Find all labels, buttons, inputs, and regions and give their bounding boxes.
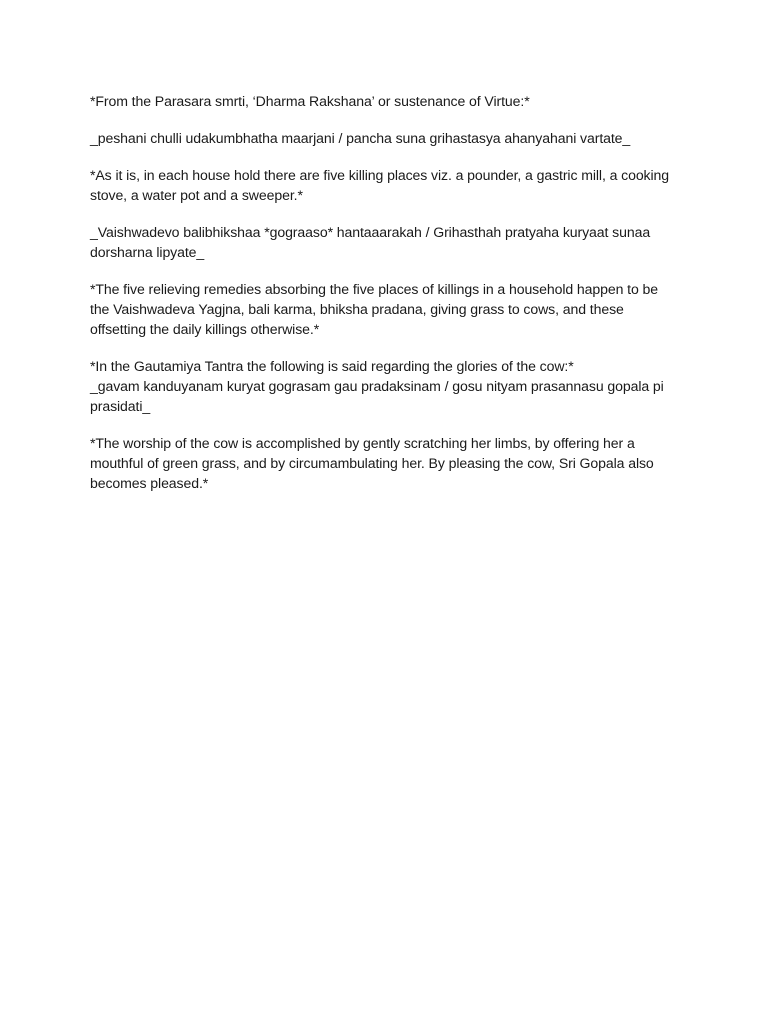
paragraph-cow-worship — [90, 433, 680, 493]
text-line: prasidati_ — [90, 398, 151, 414]
text-line: _Vaishwadevo balibhikshaa *gograaso* hantaaarakah / Grihasthah pratyaha kuryaat sunaa — [90, 224, 651, 240]
paragraph-sanskrit-verse-1 — [90, 128, 680, 148]
text-line: *As it is, in each house hold there are five killing places viz. a pounder, a gastric mill, a cooking — [90, 167, 670, 183]
text-line: becomes pleased.* — [90, 475, 209, 491]
paragraph-parasara-intro — [90, 91, 680, 111]
text-line: the Vaishwadeva Yagjna, bali karma, bhiksha pradana, giving grass to cows, and these — [90, 301, 624, 317]
text-line: *In the Gautamiya Tantra the following is said regarding the glories of the cow:* — [90, 358, 574, 374]
text-line: stove, a water pot and a sweeper.* — [90, 187, 303, 203]
text-line: _peshani chulli udakumbhatha maarjani / pancha suna grihastasya ahanyahani vartate_ — [90, 130, 631, 146]
paragraph-five-remedies — [90, 279, 680, 339]
text-line: mouthful of green grass, and by circumambulating her. By pleasing the cow, Sri Gopala also — [90, 455, 654, 471]
text-line: *The five relieving remedies absorbing the five places of killings in a household happen to be — [90, 281, 659, 297]
document-body — [90, 91, 680, 510]
text-line: offsetting the daily killings otherwise.* — [90, 321, 320, 337]
text-line: dorsharna lipyate_ — [90, 244, 205, 260]
paragraph-five-killing-places — [90, 165, 680, 205]
text-line: *From the Parasara smrti, ‘Dharma Rakshana’ or sustenance of Virtue:* — [90, 93, 530, 109]
text-line: _gavam kanduyanam kuryat gograsam gau pradaksinam / gosu nityam prasannasu gopala pi — [90, 378, 664, 394]
paragraph-sanskrit-verse-2 — [90, 222, 680, 262]
paragraph-gautamiya-tantra — [90, 356, 680, 416]
text-line: *The worship of the cow is accomplished by gently scratching her limbs, by offering her a — [90, 435, 635, 451]
